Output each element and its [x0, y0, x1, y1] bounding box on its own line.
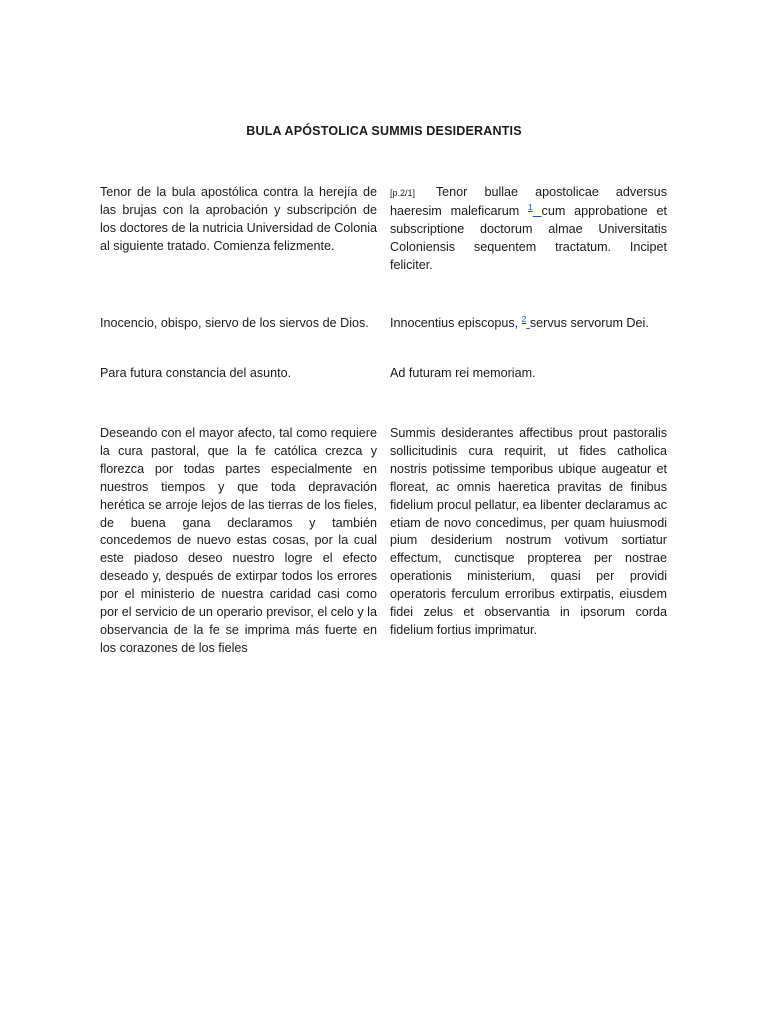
intro-latin-part1: Tenor bullae apostolicae adversus haeresim maleficarum [390, 185, 667, 218]
page-reference: [p.2/1] [390, 188, 416, 198]
intro-latin-part2: cum approbatione et subscriptione doctorum almae Universitatis Coloniensis sequentem tractatum. Incipet feliciter. [390, 203, 667, 272]
salutation-latin [390, 315, 667, 333]
body-latin: Summis desiderantes affectibus prout pastoralis sollicitudinis cura requirit, ut fides catholica nostris potissime temporibus ubique augeatur et floreat, ac omnis haeretica pravitas de finibus fidelium procul pellatur, ea libenter declaramus ac etiam de novo concedimus, per quam huiusmodi pium desiderium nostrum votivum sortiatur effectum, cunctisque propterea per nostrae operationis ministerium, quasi per providi operatoris ferculum erroribus extirpatis, eiusdem fidei zelus et observantia in ipsorum corda fidelium fortius imprimatur. [390, 426, 667, 637]
page-title: BULA APÓSTOLICA SUMMIS DESIDERANTIS [246, 124, 522, 138]
salutation-spanish: Inocencio, obispo, siervo de los siervos de Dios. [100, 316, 369, 330]
memorial-spanish: Para futura constancia del asunto. [100, 366, 292, 380]
intro-spanish: Tenor de la bula apostólica contra la herejía de las brujas con la aprobación y subscripción de los doctores de la nutricia Universidad de Colonia al siguiente tratado. Comienza felizmente. [100, 185, 377, 253]
intro-latin [390, 184, 667, 275]
salutation-latin-part1: Innocentius episcopus, [390, 316, 519, 330]
salutation-latin-part2: servus servorum Dei. [529, 316, 649, 330]
memorial-latin: Ad futuram rei memoriam. [390, 366, 536, 380]
footnote-1-link[interactable]: 1 [528, 201, 533, 212]
body-spanish: Deseando con el mayor afecto, tal como requiere la cura pastoral, que la fe católica crezca y florezca por todas partes especialmente en nuestros tiempos y que toda depravación herética se arroje lejos de las tierras de los fieles, de buena gana declaramos y también concedemos de nuevo estas cosas, por la cual este piadoso deseo nuestro logre el efecto deseado y, después de extirpar todos los errores por el ministerio de nuestra caridad casi como por el servicio de un operario previsor, el celo y la observancia de la fe se imprima más fuerte en los corazones de los fieles [100, 426, 377, 655]
footnote-2-link[interactable]: 2 [521, 313, 527, 324]
